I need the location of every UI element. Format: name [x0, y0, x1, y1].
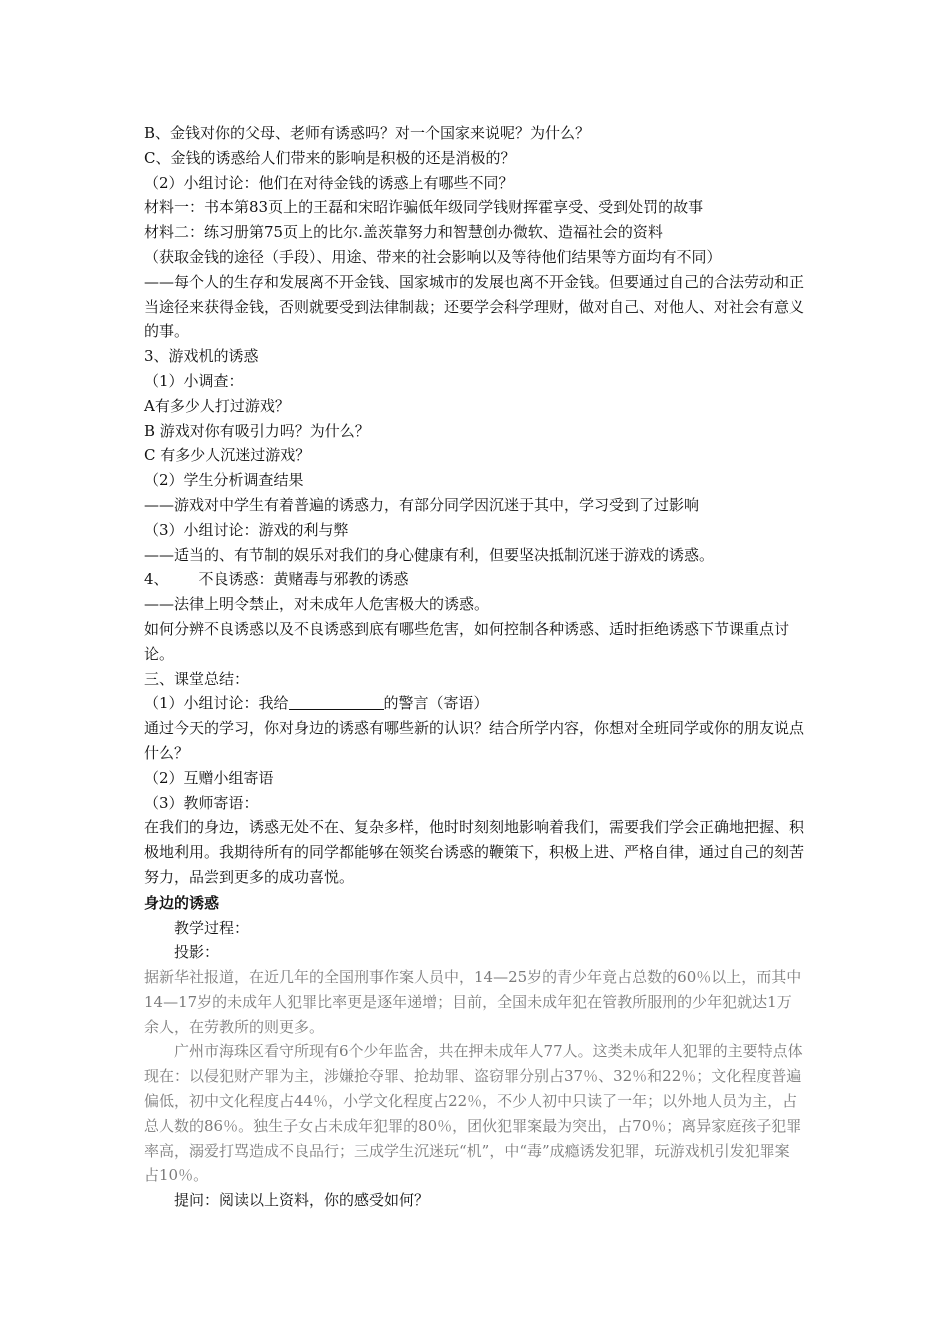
text-line: （3）教师寄语：	[144, 793, 259, 812]
document-page	[144, 121, 804, 1213]
section-heading: 三、课堂总结：	[144, 669, 250, 688]
text-line: （3）小组讨论：游戏的利与弊	[144, 520, 349, 539]
prompt-end: 的警言（寄语）	[383, 694, 489, 713]
section-title: 身边的诱惑	[144, 893, 220, 912]
text-line: （2）互赠小组寄语	[144, 768, 274, 787]
item-title: 不良诱惑：黄赌毒与邪教的诱惑	[198, 570, 409, 589]
text-paragraph: 如何分辨不良诱惑以及不良诱惑到底有哪些危害，如何控制各种诱惑、适时拒绝诱惑下节课重点讨论。	[144, 619, 790, 663]
projection-paragraph-1: 据新华社报道，在近几年的全国刑事作案人员中，14—25岁的青少年竟占总数的60％以上，而其中14—17岁的未成年人犯罪比率更是逐年递增；目前，全国未成年犯在管教所服刑的少年犯就达1万余人，在劳教所的则更多。	[144, 968, 802, 1036]
section-heading: 3、游戏机的诱惑	[144, 347, 259, 366]
text-line: 教学过程：	[174, 918, 250, 937]
text-line: （2）小组讨论：他们在对待金钱的诱惑上有哪些不同？	[144, 173, 514, 192]
text-line: C、金钱的诱惑给人们带来的影响是积极的还是消极的？	[144, 148, 516, 167]
text-paragraph	[144, 965, 804, 1039]
item-number: 4、	[144, 570, 169, 589]
text-paragraph	[144, 1039, 804, 1188]
text-line: 提问：阅读以上资料，你的感受如何？	[174, 1191, 430, 1210]
section-heading	[144, 567, 804, 592]
text-line: 材料二：练习册第75页上的比尔.盖茨靠努力和智慧创办微软、造福社会的资料	[144, 223, 663, 242]
text-line: B 游戏对你有吸引力吗？为什么？	[144, 421, 370, 440]
text-line: A有多少人打过游戏？	[144, 396, 290, 415]
text-line: ——法律上明令禁止，对未成年人危害极大的诱惑。	[144, 595, 490, 614]
projection-paragraph-2: 广州市海珠区看守所现有6个少年监舍，共在押未成年人77人。这类未成年人犯罪的主要特点体现在：以侵犯财产罪为主，涉嫌抢夺罪、抢劫罪、盗窃罪分别占37％、32％和22％；文化程度普遍偏低，初中文化程度占44％，小学文化程度占22％，不少人初中只读了一年；以外地人员为主，占总人数的86％。独生子女占未成年犯罪的80％，团伙犯罪案最为突出，占70％；离异家庭孩子犯罪率高，溺爱打骂造成不良品行；三成学生沉迷玩“机”，中“毒”成瘾诱发犯罪，玩游戏机引发犯罪案占10％。	[144, 1042, 803, 1185]
fill-blank	[289, 693, 384, 710]
text-line: ——适当的、有节制的娱乐对我们的身心健康有利，但要坚决抵制沉迷于游戏的诱惑。	[144, 545, 715, 564]
text-line: C 有多少人沉迷过游戏？	[144, 446, 311, 465]
text-line: B、金钱对你的父母、老师有诱惑吗？对一个国家来说呢？为什么？	[144, 124, 591, 142]
text-line: 投影：	[174, 943, 220, 962]
text-line: （2）学生分析调查结果	[144, 471, 304, 490]
text-line: （获取金钱的途径（手段）、用途、带来的社会影响以及等待他们结果等方面均有不同）	[144, 247, 722, 266]
text-paragraph: ——每个人的生存和发展离不开金钱、国家城市的发展也离不开金钱。但要通过自己的合法劳动和正当途径来获得金钱，否则就要受到法律制裁；还要学会科学理财，做对自己、对他人、对社会有意义的事。	[144, 272, 805, 341]
text-line: 材料一：书本第83页上的王磊和宋昭诈骗低年级同学钱财挥霍享受、受到处罚的故事	[144, 198, 704, 217]
text-line: （1）小调查：	[144, 371, 244, 390]
text-paragraph: 在我们的身边，诱惑无处不在、复杂多样，他时时刻刻地影响着我们，需要我们学会正确地把握、积极地利用。我期待所有的同学都能够在领奖台诱惑的鞭策下，积极上进、严格自律，通过自己的刻苦努力，品尝到更多的成功喜悦。	[144, 818, 805, 886]
text-paragraph: 通过今天的学习，你对身边的诱惑有哪些新的认识？结合所学内容，你想对全班同学或你的朋友说点什么？	[144, 719, 805, 762]
text-line	[144, 691, 804, 716]
text-line: ——游戏对中学生有着普遍的诱惑力，有部分同学因沉迷于其中，学习受到了过影响	[144, 495, 700, 514]
prompt-start: （1）小组讨论：我给	[144, 694, 289, 713]
